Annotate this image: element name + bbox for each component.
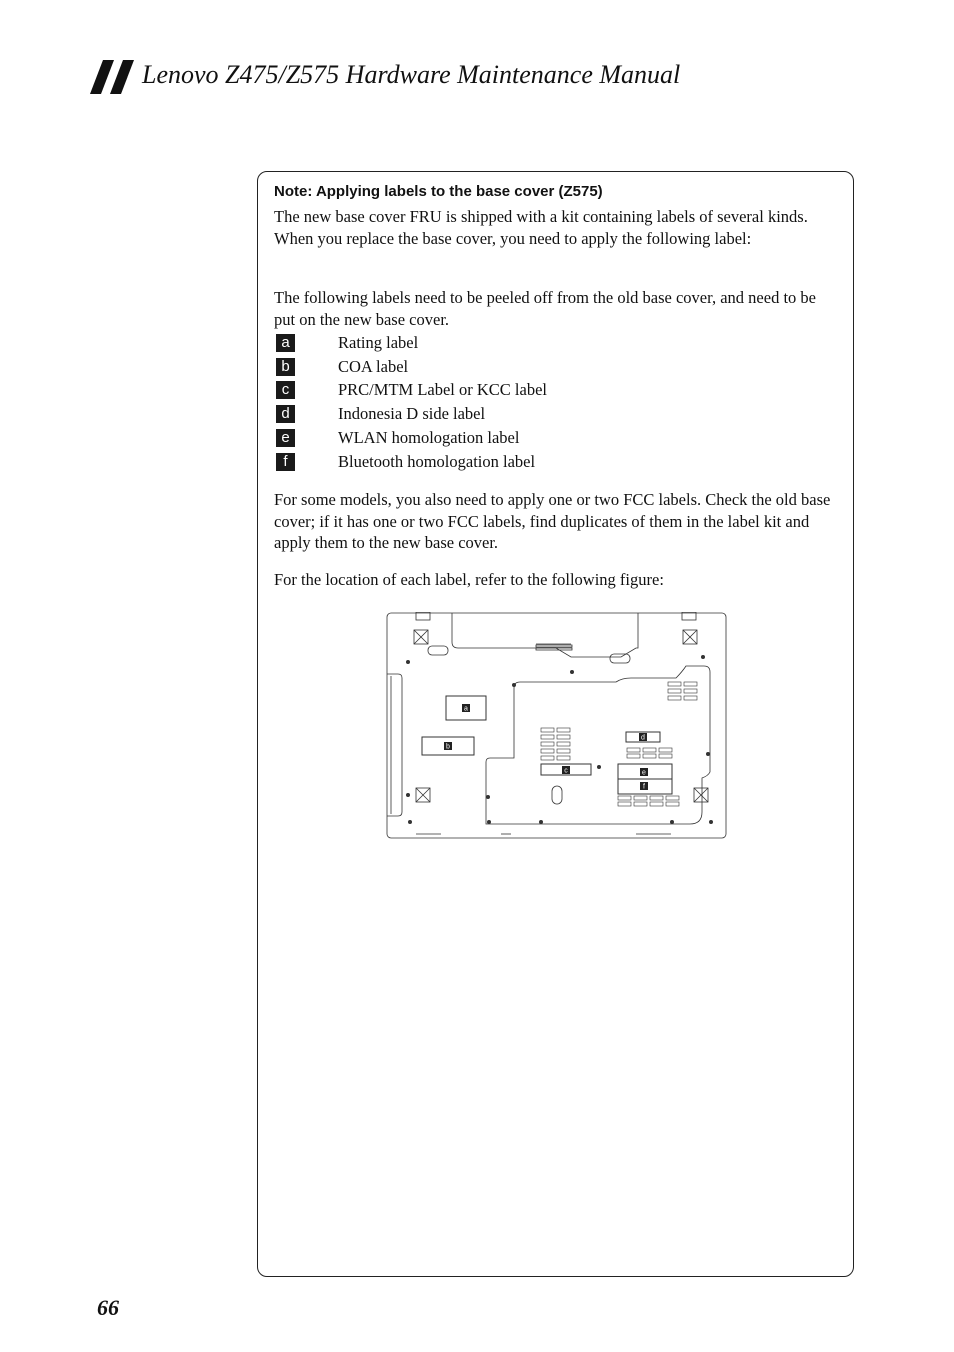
manual-logo-icon — [90, 60, 136, 94]
label-letter-badge: c — [276, 381, 295, 399]
label-list-item — [276, 331, 419, 355]
figure-callout: a — [464, 705, 468, 713]
label-list-item — [276, 450, 536, 474]
label-letter-badge: d — [276, 405, 295, 423]
figure-callout: e — [642, 769, 646, 777]
note-paragraph-peel-off: The following labels need to be peeled off from the old base cover, and need to be put on the new base cover. — [274, 288, 816, 329]
label-list-item — [276, 426, 520, 450]
note-paragraph-intro: The new base cover FRU is shipped with a kit containing labels of several kinds. When you replace the base cover, you need to apply the following label: — [274, 207, 808, 248]
label-list-item — [276, 355, 409, 379]
note-paragraph-figure-ref: For the location of each label, refer to the following figure: — [274, 570, 664, 589]
label-letter-badge: a — [276, 334, 295, 352]
figure-callout: b — [446, 743, 450, 751]
base-cover-figure — [386, 612, 727, 840]
figure-callout: d — [641, 734, 645, 742]
figure-callout: c — [564, 767, 568, 775]
rubber-foot-icon — [414, 630, 428, 644]
note-heading: Note: Applying labels to the base cover (Z575) — [274, 183, 603, 200]
label-letter-badge: b — [276, 358, 295, 376]
label-list-item — [276, 379, 547, 403]
label-description: WLAN homologation label — [338, 428, 520, 448]
figure-callout: f — [643, 783, 645, 791]
rubber-foot-icon — [683, 630, 697, 644]
label-description: COA label — [338, 356, 409, 376]
battery-bay-outline — [452, 613, 638, 657]
label-description: Bluetooth homologation label — [338, 451, 536, 471]
label-description: Rating label — [338, 332, 419, 352]
note-paragraph-fcc: For some models, you also need to apply one or two FCC labels. Check the old base cover; if it has one or two FCC labels, find duplicates of them in the label kit and apply them to the new base cover. — [274, 490, 831, 553]
vent-slots — [541, 682, 697, 806]
rubber-foot-icon — [416, 788, 430, 802]
label-description: Indonesia D side label — [338, 404, 486, 424]
label-letter-badge: e — [276, 429, 295, 447]
label-list-item — [276, 402, 486, 426]
page-number: 66 — [97, 1295, 119, 1320]
label-letter-badge: f — [276, 453, 295, 471]
rubber-foot-icon — [694, 788, 708, 802]
label-description: PRC/MTM Label or KCC label — [338, 380, 547, 400]
label-list — [276, 331, 547, 474]
page-header-title: Lenovo Z475/Z575 Hardware Maintenance Manual — [142, 60, 681, 89]
